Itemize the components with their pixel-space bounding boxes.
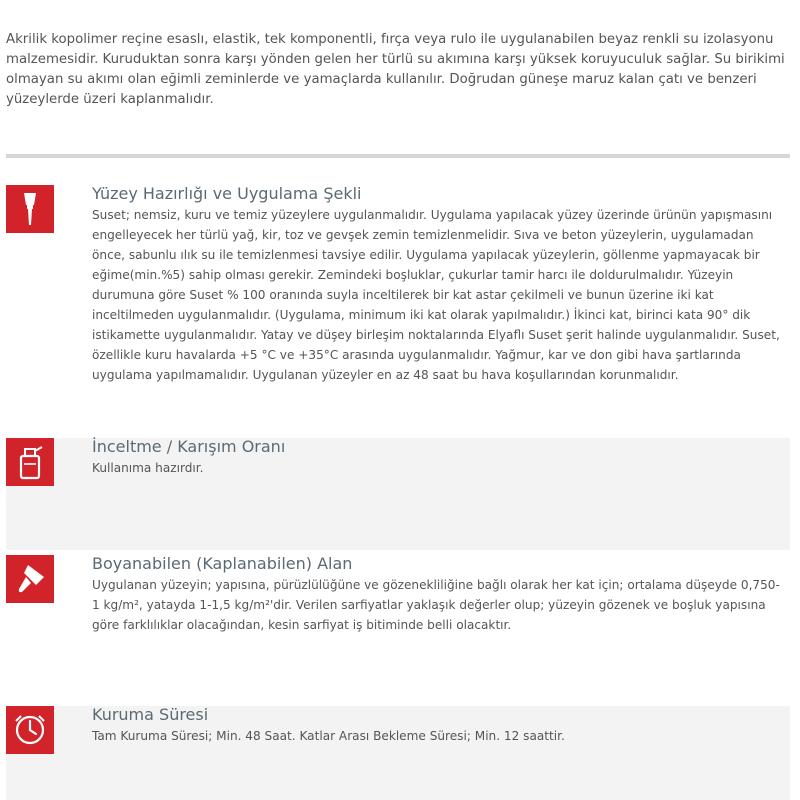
section-title: İnceltme / Karışım Oranı xyxy=(92,437,286,456)
paint-brush-coverage-icon xyxy=(6,555,54,603)
section-title: Yüzey Hazırlığı ve Uygulama Şekli xyxy=(92,184,362,203)
intro-paragraph: Akrilik kopolimer reçine esaslı, elastik, tek komponentli, fırça veya rulo ile uygulanabilen beyaz renkli su izolasyonu malzemesidir. Kuruduktan sonra karşı yönden gelen her türlü su akımına karşı yüksek koruyuculuk sağlar. Su birikimi olmayan su akımı olan eğimli zeminlerde ve yamaçlarda kullanılır. Doğrudan güneşe maruz kalan çatı ve benzeri yüzeylerde üzeri kaplanmalıdır. xyxy=(6,32,785,107)
paint-brush-icon xyxy=(6,185,54,233)
section-body: Tam Kuruma Süresi; Min. 48 Saat. Katlar Arası Bekleme Süresi; Min. 12 saattir. xyxy=(92,729,565,743)
section-body: Suset; nemsiz, kuru ve temiz yüzeylere uygulanmalıdır. Uygulama yapılacak yüzey üzerinde ürünün yapışmasını engelleyecek her türlü yağ, kir, toz ve gevşek zemin temizlenmelidir. Sıva ve beton yüzeylerin, uygulamadan önce, sabunlu ılık su ile temizlenmesi tavsiye edilir. Uygulama yapılacak yüzeylerin, göllenme yapmayacak bir eğime(min.%5) sahip olması gerekir. Zemindeki boşluklar, çukurlar tamir harcı ile doldurulmalıdır. Yüzeyin durumuna göre Suset % 100 oranında suyla inceltilerek bir kat astar çekilmeli ve bunun üzerine iki kat inceltilmeden uygulanmalıdır. (Uygulama, minimum iki kat olarak yapılmalıdır.) İkinci kat, birinci kata 90° dik istikamette uygulanmalıdır. Yatay ve düşey birleşim noktalarında Elyaflı Suset şerit halinde uygulanmalıdır. Suset, özellikle kuru havalarda +5 °C ve +35°C arasında uygulanmalıdır. Yağmur, kar ve don gibi hava şartlarında uygulama yapılmamalıdır. Uygulanan yüzeyler en az 48 saat bu hava koşullarından korunmalıdır. xyxy=(92,208,780,382)
section-body: Uygulanan yüzeyin; yapısına, pürüzlülüğüne ve gözenekliliğine bağlı olarak her kat için; ortalama düşeyde 0,750-1 kg/m², yatayda 1-1,5 kg/m²'dir. Verilen sarfiyatlar yaklaşık değerler olup; yüzeyin gözenek ve boşluk yapısına göre farklılıklar olacağından, kesin sarfiyat iş bitiminde belli olacaktır. xyxy=(92,578,780,632)
divider xyxy=(6,154,790,158)
section-drying-time xyxy=(6,706,790,800)
clock-icon xyxy=(6,706,54,754)
section-mixing-ratio xyxy=(6,438,790,550)
section-surface-preparation xyxy=(6,185,790,415)
section-coverage-area xyxy=(6,555,790,675)
section-title: Boyanabilen (Kaplanabilen) Alan xyxy=(92,554,353,573)
section-title: Kuruma Süresi xyxy=(92,705,209,724)
mixing-container-icon xyxy=(6,438,54,486)
section-body: Kullanıma hazırdır. xyxy=(92,461,204,475)
